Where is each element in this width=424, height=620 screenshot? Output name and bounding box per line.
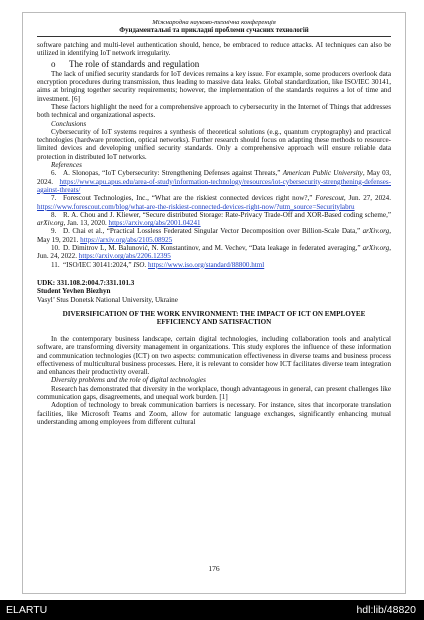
header-conference: Міжнародна науково-технічна конференція: [152, 19, 276, 26]
reference-list: [37, 169, 391, 269]
bullet: o: [51, 58, 56, 69]
header-rule: [37, 36, 391, 37]
udk-code: UDK: 331.108.2:004.7:331.101.3: [37, 278, 135, 287]
paragraph: In the contemporary business landscape, certain digital technologies, including collaboration tools and analytical software, are transforming diversity management in organizations. This study explores the influence of these information and communication technologies (ICT) on two aspects: communication effectiveness in diverse teams and business process effectiveness of multicultural business processes. Here, it is relevant to consider how ICT facilitates diverse team integration and enhances their productivity overall.: [37, 334, 391, 377]
references-heading: References: [51, 161, 82, 170]
reference-item: 8. R. A. Chou and J. Kliewer, “Secure distributed Storage: Rate-Privacy Trade-Off and XOR-Based coding scheme,” arXiv.org, Jan. 13, 2020. https://arxiv.org/abs/2001.04241: [37, 210, 391, 228]
reference-link[interactable]: https://arxiv.org/abs/2206.12395: [78, 252, 171, 261]
page-content: [37, 19, 391, 426]
paragraph: software patching and multi-level authentication should, hence, be embraced to reduce attacks. AI techniques can also be utilized in identifying IoT network irregularity.: [37, 41, 391, 58]
header-title: Фундаментальні та прикладні проблеми сучасних технологій: [119, 26, 309, 34]
paragraph: Cybersecurity of IoT systems requires a synthesis of theoretical solutions (e.g., quantum cryptography) and practical technologies (hardware protection, optical networks). Further research should focus on adapting these methods to resource-limited devices and developing unified security standards. Only a comprehensive approach will ensure reliable data protection in distributed IoT networks.: [37, 127, 391, 161]
reference-item: 9. D. Chai et al., “Practical Lossless Federated Singular Vector Decomposition over Billion-Scale Data,” arXiv.org, May 19, 2021. https://arxiv.org/abs/2105.08925: [37, 227, 391, 244]
reference-item: 11. “ISO/IEC 30141:2024,” ISO. https://www.iso.org/standard/88800.html: [51, 260, 265, 269]
reference-link[interactable]: https://arxiv.org/abs/2105.08925: [80, 235, 173, 244]
reference-link[interactable]: https://www.forescout.com/blog/what-are-the-riskiest-connected-devices-right-now/?utm_source=Securitylabru: [37, 202, 355, 211]
spacer: [37, 269, 391, 279]
reference-link[interactable]: https://www.iso.org/standard/88800.html: [147, 260, 265, 269]
running-header: [37, 19, 391, 34]
paragraph: These factors highlight the need for a comprehensive approach to cybersecurity in the Internet of Things that addresses both technical and organizational aspects.: [37, 102, 391, 120]
footer-handle: hdl:lib/48820: [356, 604, 416, 616]
reference-link[interactable]: https://arxiv.org/abs/2001.04241: [108, 219, 201, 228]
page-number: 176: [208, 564, 220, 573]
footer-bar: [0, 600, 424, 620]
reference-item: 10. D. Dimitrov L, M. Balunović, N. Konstantinov, and M. Vechev, “Data leakage in federated averaging,” arXiv.org, Jun. 24, 2022. https://arxiv.org/abs/2206.12395: [37, 244, 391, 261]
reference-item: 7. Forescout Technologies, Inc., “What are the riskiest connected devices right now?,” Forescout, Jun. 27, 2024. https://www.forescout.com/blog/what-are-the-riskiest-connected-devices-right-now/?utm_source=Securitylabru: [37, 194, 391, 211]
paragraph: Research has demonstrated that diversity in the workplace, though advantageous in general, can present challenges like communication gaps, disagreements, and unequal work burden. [1]: [37, 384, 391, 402]
section-title: The role of standards and regulation: [69, 58, 200, 69]
conclusions-heading: Conclusions: [51, 119, 87, 128]
paragraph: The lack of unified security standards for IoT devices remains a key issue. For example, some producers overlook data encryption procedures during transmission, thus leading to massive data leaks. Global standardization, like ISO/IEC 30141, aims at bringing together security requirements; however, the implementation of the standards requires a lot of time and investment. [6]: [37, 69, 391, 103]
reference-item: 6. A. Slonopas, “IoT Cybersecurity: Strengthening Defenses against Threats,” American Public University, May 03, 2024. https://www.apu.apus.edu/area-of-study/information-technology/resources/iot-cybersecurity-strengthening-defenses-against-threats/: [37, 169, 391, 194]
author-name: Student Yevhen Biezhyn: [37, 287, 111, 296]
article-title: DIVERSIFICATION OF THE WORK ENVIRONMENT: THE IMPACT OF ICT ON EMPLOYEE EFFICIENCY AND SATISFACTION: [62, 309, 366, 327]
footer-repository: ELARTU: [6, 604, 48, 616]
reference-link[interactable]: https://www.apu.apus.edu/area-of-study/information-technology/resources/iot-cybersecurity-strengthening-defenses-against-threats/: [37, 177, 391, 194]
document-page: [22, 12, 406, 594]
author-affiliation: Vasyl’ Stus Donetsk National University, Ukraine: [37, 295, 178, 304]
paragraph: Adoption of technology to break communication barriers is necessary. For instance, sites that incorporate translation facilities, like Microsoft Teams and Zoom, allow for automatic language exchanges, significantly enhancing mutual understanding among employees from different cultural: [37, 401, 391, 426]
subsection-heading: Diversity problems and the role of digital technologies: [51, 376, 206, 385]
section-heading: [51, 59, 391, 69]
